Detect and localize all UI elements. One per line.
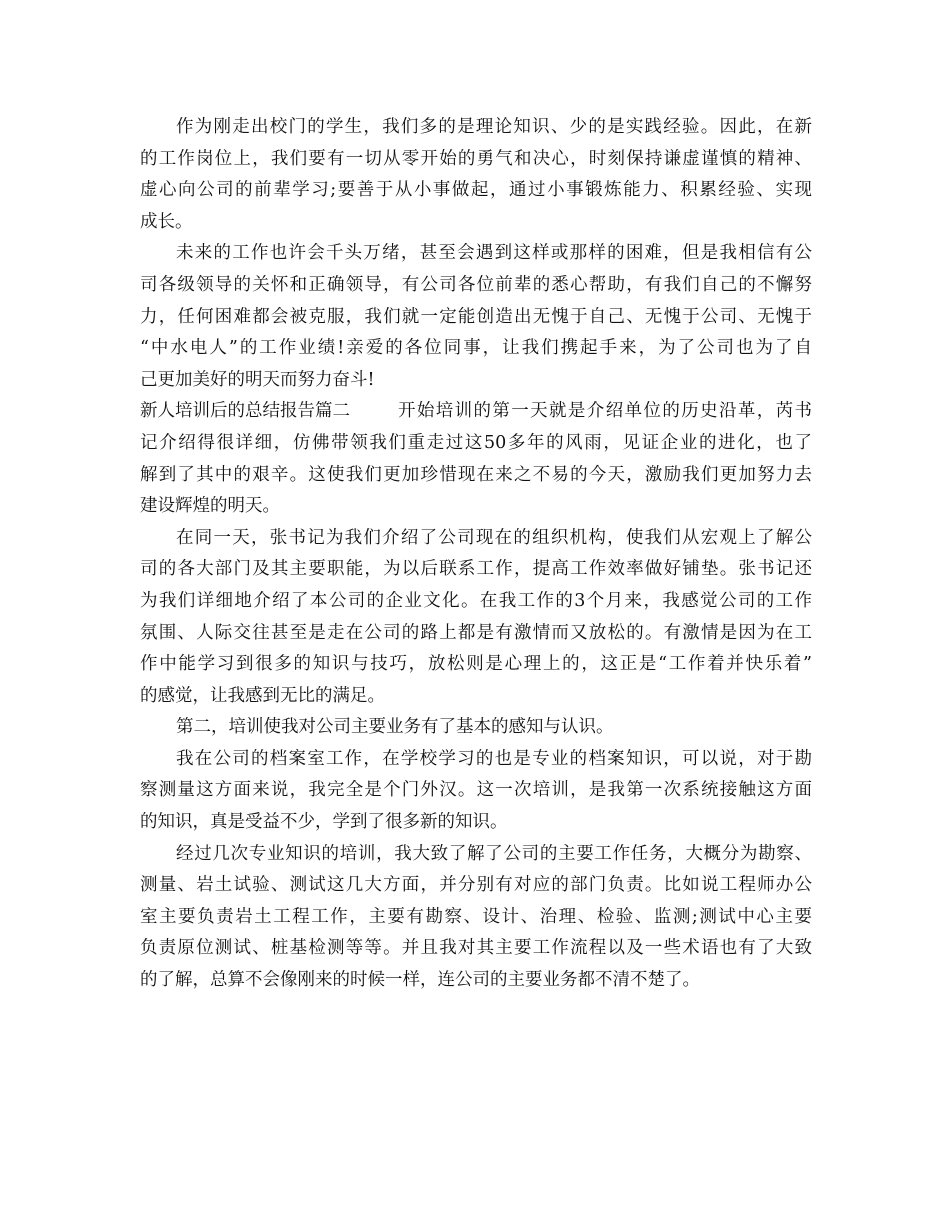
text-line: 氛围、人际交往甚至是走在公司的路上都是有激情而又放松的。有激情是因为在工: [140, 622, 812, 643]
text-line: 成长。: [140, 211, 193, 232]
text-line: 我在公司的档案室工作，在学校学习的也是专业的档案知识，可以说，对于勘: [176, 748, 812, 769]
paragraph-1: [140, 112, 812, 238]
text-line: 测量、岩土试验、测试这几大方面，并分别有对应的部门负责。比如说工程师办公: [140, 875, 812, 896]
paragraph-7: [140, 839, 812, 997]
text-line: 的工作岗位上，我们要有一切从零开始的勇气和决心，时刻保持谦虚谨慎的精神、: [140, 148, 812, 169]
paragraph-4: [140, 523, 812, 713]
text-line: 作中能学习到很多的知识与技巧，放松则是心理上的，这正是“工作着并快乐着”: [140, 654, 812, 675]
paragraph-3: [140, 396, 812, 522]
text-line: 开始培训的第一天就是介绍单位的历史沿革，芮书: [398, 401, 812, 422]
text-line: 未来的工作也许会千头万绪，甚至会遇到这样或那样的困难，但是我相信有公: [176, 243, 812, 264]
text-line: 的知识，真是受益不少，学到了很多新的知识。: [140, 812, 508, 833]
text-line: 负责原位测试、桩基检测等等。并且我对其主要工作流程以及一些术语也有了大致: [140, 938, 812, 959]
text-line: 经过几次专业知识的培训，我大致了解了公司的主要工作任务，大概分为勘察、: [176, 843, 812, 864]
text-line: 虚心向公司的前辈学习;要善于从小事做起，通过小事锻炼能力、积累经验、实现: [140, 180, 812, 201]
text-line: 在同一天，张书记为我们介绍了公司现在的组织机构，使我们从宏观上了解公: [176, 527, 812, 548]
text-line: 察测量这方面来说，我完全是个门外汉。这一次培训，是我第一次系统接触这方面: [140, 780, 812, 801]
paragraph-5: [140, 712, 812, 744]
text-line: 力，任何困难都会被克服，我们就一定能创造出无愧于自己、无愧于公司、无愧于: [140, 306, 812, 327]
text-line: 建设辉煌的明天。: [140, 496, 280, 517]
text-line: 记介绍得很详细，仿佛带领我们重走过这50多年的风雨，见证企业的进化，也了: [140, 432, 812, 453]
text-line: 司各级领导的关怀和正确领导，有公司各位前辈的悉心帮助，有我们自己的不懈努: [140, 274, 812, 295]
text-line: 第二，培训使我对公司主要业务有了基本的感知与认识。: [176, 717, 614, 738]
section-heading: 新人培训后的总结报告篇二: [140, 401, 350, 422]
text-line: 己更加美好的明天而努力奋斗!: [140, 369, 375, 390]
text-line: 为我们详细地介绍了本公司的企业文化。在我工作的3个月来，我感觉公司的工作: [140, 590, 812, 611]
text-line: 司的各大部门及其主要职能，为以后联系工作，提高工作效率做好铺垫。张书记还: [140, 559, 812, 580]
paragraph-6: [140, 744, 812, 839]
document-page: [140, 112, 812, 997]
text-line: 作为刚走出校门的学生，我们多的是理论知识、少的是实践经验。因此，在新: [176, 117, 812, 137]
text-line: 室主要负责岩土工程工作，主要有勘察、设计、治理、检验、监测;测试中心主要: [140, 906, 812, 927]
section-heading-line: [140, 396, 812, 428]
text-line: 的了解，总算不会像刚来的时候一样，连公司的主要业务都不清不楚了。: [140, 970, 700, 991]
text-line: “中水电人”的工作业绩!亲爱的各位同事，让我们携起手来，为了公司也为了自: [140, 338, 812, 359]
text-line: 解到了其中的艰辛。这使我们更加珍惜现在来之不易的今天，激励我们更加努力去: [140, 464, 812, 485]
paragraph-2: [140, 238, 812, 396]
text-line: 的感觉，让我感到无比的满足。: [140, 685, 385, 706]
